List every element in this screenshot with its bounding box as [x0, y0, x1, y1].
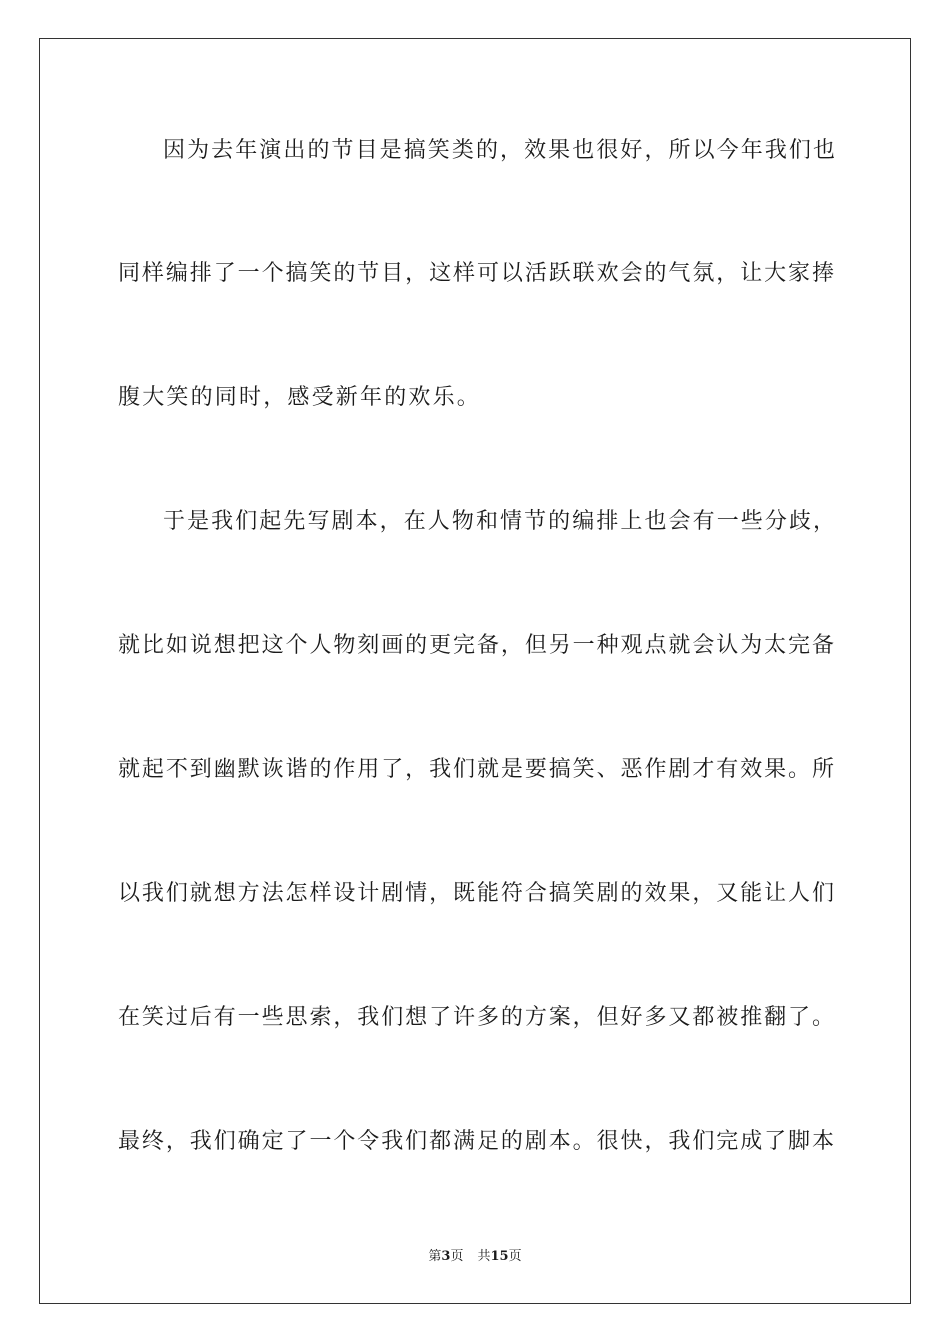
footer-total-prefix: 共 [477, 1249, 491, 1264]
paragraph-line: 同样编排了一个搞笑的节目，这样可以活跃联欢会的气氛，让大家捧 [118, 261, 834, 286]
page-border [39, 38, 911, 1304]
footer-total-suffix: 页 [508, 1249, 522, 1264]
footer-total-pages: 15 [490, 1249, 509, 1264]
paragraph-line: 因为去年演出的节目是搞笑类的，效果也很好，所以今年我们也 [163, 138, 835, 163]
footer-page-prefix: 第 [428, 1249, 442, 1264]
paragraph-line: 在笑过后有一些思索，我们想了许多的方案，但好多又都被推翻了。 [118, 1005, 834, 1030]
page-footer [0, 1248, 950, 1266]
footer-page-suffix: 页 [450, 1249, 464, 1264]
paragraph-line: 最终，我们确定了一个令我们都满足的剧本。很快，我们完成了脚本 [118, 1129, 834, 1154]
paragraph-line: 腹大笑的同时，感受新年的欢乐。 [118, 385, 482, 410]
footer-page-number: 3 [441, 1249, 451, 1264]
paragraph-line: 以我们就想方法怎样设计剧情，既能符合搞笑剧的效果，又能让人们 [118, 881, 834, 906]
paragraph-line: 于是我们起先写剧本，在人物和情节的编排上也会有一些分歧， [163, 509, 835, 534]
paragraph-line: 就起不到幽默诙谐的作用了，我们就是要搞笑、恶作剧才有效果。所 [118, 757, 834, 782]
paragraph-line: 就比如说想把这个人物刻画的更完备，但另一种观点就会认为太完备 [118, 633, 834, 658]
